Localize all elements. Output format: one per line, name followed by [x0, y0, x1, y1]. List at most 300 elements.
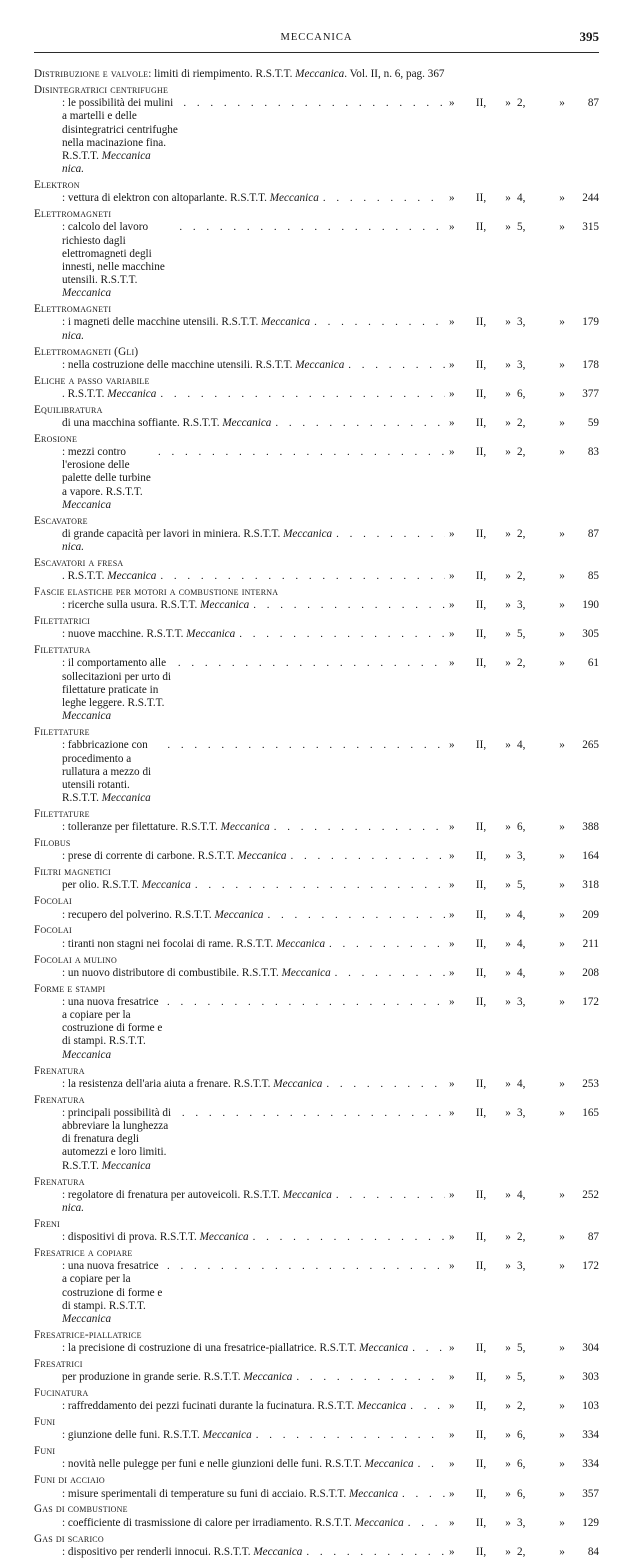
ditto-mark: » [505, 657, 511, 670]
ditto-mark: » [505, 879, 511, 892]
ditto-mark: » [559, 850, 565, 863]
index-entry [34, 983, 599, 1062]
issue-number: 4, [517, 1077, 526, 1090]
ditto-mark: » [505, 966, 511, 979]
reference-line [62, 1400, 599, 1413]
ditto-mark: » [505, 1260, 511, 1273]
journal-name: Meccanica [101, 1159, 151, 1172]
issue-number: 5, [517, 1371, 526, 1384]
dot-leader [256, 1429, 445, 1442]
entry-text: : tiranti non stagni nei focolai di rame. R.S.T.T. [62, 937, 274, 950]
reference-line [62, 97, 599, 176]
entry-term: Elektron [34, 179, 80, 191]
volume-number: II, [475, 316, 487, 329]
entry-text: : prese di corrente di carbone. R.S.T.T. [62, 850, 235, 863]
entry-citation [449, 1400, 599, 1413]
journal-name: Meccanica [281, 966, 331, 979]
ditto-mark: » [449, 527, 455, 540]
entry-citation [449, 938, 599, 951]
journal-name-continued: nica. [62, 163, 85, 176]
reference-text [62, 570, 156, 583]
ditto-mark: » [505, 358, 511, 371]
reference-line [62, 446, 599, 512]
index-entry [34, 866, 599, 892]
reference-text [62, 628, 235, 641]
entry-term: Erosione [34, 432, 78, 445]
volume-number: II, [475, 1260, 487, 1273]
journal-name: Meccanica [62, 710, 112, 723]
ditto-mark: » [559, 1429, 565, 1442]
journal-name: Meccanica [354, 1516, 404, 1529]
entry-term: Gas di scarico [34, 1532, 104, 1545]
ditto-mark: » [449, 1400, 455, 1413]
ditto-mark: » [505, 599, 511, 612]
ditto-mark: » [505, 445, 511, 458]
issue-number: 2, [517, 445, 526, 458]
entry-text: per olio. R.S.T.T. [62, 879, 139, 892]
ditto-mark: » [505, 570, 511, 583]
page-reference: 85 [587, 570, 599, 583]
entry-citation [449, 570, 599, 583]
dot-leader [326, 1078, 445, 1091]
index-entry [34, 1358, 599, 1384]
dot-leader [179, 221, 445, 234]
issue-number: 2, [517, 1545, 526, 1558]
ditto-mark: » [449, 937, 455, 950]
page-reference: 208 [582, 966, 599, 979]
ditto-mark: » [449, 97, 455, 110]
issue-number: 3, [517, 1106, 526, 1119]
entry-text: : ricerche sulla usura. R.S.T.T. [62, 599, 198, 612]
ditto-mark: » [505, 1231, 511, 1244]
volume-number: II, [475, 1429, 487, 1442]
entry-citation [449, 628, 599, 641]
reference-text [62, 909, 264, 922]
ditto-mark: » [449, 1487, 455, 1500]
entry-citation [449, 1078, 599, 1091]
ditto-mark: » [449, 850, 455, 863]
ditto-mark: » [559, 821, 565, 834]
ditto-mark: » [505, 192, 511, 205]
reference-text [62, 739, 163, 805]
issue-number: 2, [517, 1231, 526, 1244]
volume-number: II, [475, 628, 487, 641]
dot-leader [167, 739, 445, 752]
volume-number: II, [475, 657, 487, 670]
volume-number: II, [475, 850, 487, 863]
entry-citation [449, 996, 599, 1009]
page-reference: 304 [582, 1342, 599, 1355]
entry-term: Funi [34, 1445, 56, 1458]
entry-text: di una macchina soffiante. R.S.T.T. [62, 416, 220, 429]
index-entry [34, 1247, 599, 1326]
entry-text: : un nuovo distributore di combustibile. R.S.T.T. [62, 966, 279, 979]
dot-leader [275, 417, 445, 430]
dot-leader [274, 821, 445, 834]
reference-text [62, 192, 319, 205]
ditto-mark: » [449, 1371, 455, 1384]
entry-citation [449, 1488, 599, 1501]
issue-number: 4, [517, 937, 526, 950]
reference-line [62, 657, 599, 723]
ditto-mark: » [505, 221, 511, 234]
reference-line [62, 1488, 599, 1501]
volume-number: II, [475, 1400, 487, 1413]
page-reference: 190 [582, 599, 599, 612]
journal-name: Meccanica [199, 1231, 249, 1244]
entry-text: . R.S.T.T. [62, 387, 105, 400]
ditto-mark: » [505, 387, 511, 400]
dot-leader [408, 1517, 445, 1530]
entry-term: Escavatore [34, 514, 88, 527]
entry-text: : la resistenza dell'aria aiuta a frenare. R.S.T.T. [62, 1077, 271, 1090]
page-reference: 87 [587, 527, 599, 540]
entry-term: Filtri magnetici [34, 866, 111, 879]
ditto-mark: » [505, 937, 511, 950]
entry-text: : le possibilità dei mulini a martelli e delle disintegratrici centrifughe nella macinazione fina. R.S.T.T. [62, 97, 178, 162]
entry-term: Funi [34, 1416, 56, 1429]
running-header [34, 28, 599, 48]
entry-term: Elettromagneti [34, 303, 112, 316]
reference-line [62, 821, 599, 834]
ditto-mark: » [505, 1487, 511, 1500]
index-entry [34, 1218, 599, 1244]
issue-number: 6, [517, 1487, 526, 1500]
dot-leader [158, 446, 445, 459]
ditto-mark: » [449, 821, 455, 834]
entry-text: di grande capacità per lavori in miniera. R.S.T.T. [62, 527, 281, 540]
issue-number: 6, [517, 1429, 526, 1442]
entry-citation [449, 446, 599, 459]
ditto-mark: » [449, 358, 455, 371]
volume-number: II, [475, 1342, 487, 1355]
issue-number: 2, [517, 527, 526, 540]
issue-number: 3, [517, 599, 526, 612]
entry-text: : novità nelle pulegge per funi e nelle giunzioni delle funi. R.S.T.T. [62, 1458, 362, 1471]
issue-number: 4, [517, 966, 526, 979]
ditto-mark: » [449, 416, 455, 429]
entry-term: Distribuzione e valvole [34, 68, 149, 80]
reference-line [62, 599, 599, 612]
entry-text: : i magneti delle macchine utensili. R.S.T.T. [62, 316, 259, 329]
reference-text [62, 967, 331, 980]
reference-text [62, 1400, 406, 1413]
journal-name: Meccanica [269, 192, 319, 205]
entry-text: : tolleranze per filettature. R.S.T.T. [62, 821, 218, 834]
reference-line [62, 192, 599, 205]
ditto-mark: » [505, 628, 511, 641]
reference-text [62, 1429, 252, 1442]
dot-leader [335, 967, 445, 980]
issue-number: 6, [517, 387, 526, 400]
journal-name: Meccanica [62, 498, 112, 511]
page-reference: 172 [582, 995, 599, 1008]
index-entry [34, 837, 599, 863]
ditto-mark: » [559, 628, 565, 641]
dot-leader [410, 1400, 445, 1413]
journal-name: Meccanica [295, 68, 345, 80]
volume-number: II, [475, 527, 487, 540]
journal-name: Meccanica [348, 1487, 399, 1500]
ditto-mark: » [505, 1188, 511, 1201]
ditto-mark: » [559, 1545, 565, 1558]
entry-term: Elettromagneti [34, 208, 112, 221]
entry-term: Equilibratura [34, 403, 103, 416]
reference-line [62, 967, 599, 980]
issue-number: 6, [517, 821, 526, 834]
volume-number: II, [475, 1371, 487, 1384]
entry-text: : recupero del polverino. R.S.T.T. [62, 908, 212, 921]
entry-citation [449, 1517, 599, 1530]
entry-text: : una nuova fresatrice a copiare per la costruzione di forme e di stampi. R.S.T.T. [62, 1260, 163, 1312]
page-reference: 103 [582, 1400, 599, 1413]
index-entry [34, 1329, 599, 1355]
index-entry [34, 1416, 599, 1442]
index-entry [34, 644, 599, 723]
page-reference: 164 [582, 850, 599, 863]
volume-number: II, [475, 445, 487, 458]
index-entry [34, 404, 599, 430]
reference-text [62, 316, 310, 342]
ditto-mark: » [559, 1400, 565, 1413]
entry-citation [449, 316, 599, 329]
journal-name: Meccanica [364, 1458, 414, 1471]
reference-line [62, 359, 599, 372]
ditto-mark: » [559, 416, 565, 429]
issue-number: 3, [517, 358, 526, 371]
dot-leader [268, 909, 445, 922]
dot-leader [323, 192, 445, 205]
journal-name: Meccanica [359, 1342, 409, 1355]
reference-line [62, 221, 599, 300]
index-entry-list [34, 68, 599, 1562]
dot-leader [167, 1260, 445, 1273]
dot-leader [348, 359, 445, 372]
journal-name: Meccanica [101, 149, 151, 162]
entry-citation [449, 1189, 599, 1202]
journal-name-continued: nica. [62, 1201, 85, 1214]
journal-name: Meccanica [275, 937, 326, 950]
entry-text: : la precisione di costruzione di una fresatrice-piallatrice. R.S.T.T. [62, 1342, 357, 1355]
page-reference: 388 [582, 821, 599, 834]
dot-leader [253, 1231, 445, 1244]
entry-text: : fabbricazione con procedimento a rullatura a mezzo di utensili rotanti. R.S.T.T. [62, 739, 152, 805]
reference-text [62, 1458, 414, 1471]
dot-leader [329, 938, 445, 951]
page-reference: 87 [587, 97, 599, 110]
page-reference: 377 [582, 387, 599, 400]
volume-number: II, [475, 1516, 487, 1529]
ditto-mark: » [449, 192, 455, 205]
volume-number: II, [475, 1458, 487, 1471]
index-entry [34, 726, 599, 805]
ditto-mark: » [505, 739, 511, 752]
page-reference: 305 [582, 628, 599, 641]
journal-name: Meccanica [273, 1077, 323, 1090]
entry-term: Frenatura [34, 1093, 85, 1106]
issue-number: 6, [517, 1458, 526, 1471]
volume-number: II, [475, 221, 487, 234]
entry-citation [449, 879, 599, 892]
reference-text [62, 359, 344, 372]
ditto-mark: » [505, 416, 511, 429]
dot-leader [418, 1458, 445, 1471]
dot-leader [402, 1488, 445, 1501]
issue-number: 5, [517, 628, 526, 641]
journal-name: Meccanica [214, 908, 264, 921]
ditto-mark: » [559, 1371, 565, 1384]
reference-text [62, 1488, 398, 1501]
dot-leader [167, 996, 445, 1009]
page-reference: 334 [582, 1429, 599, 1442]
reference-line [62, 1231, 599, 1244]
ditto-mark: » [559, 316, 565, 329]
volume-number: II, [475, 879, 487, 892]
index-entry [34, 179, 599, 205]
ditto-mark: » [449, 879, 455, 892]
reference-text [62, 657, 174, 723]
entry-term: Escavatori a fresa [34, 556, 124, 569]
dot-leader [253, 599, 445, 612]
journal-name: Meccanica [357, 1400, 407, 1413]
index-entry [34, 375, 599, 401]
entry-citation [449, 1458, 599, 1471]
ditto-mark: » [559, 1342, 565, 1355]
entry-citation [449, 221, 599, 234]
entry-term: Funi di acciaio [34, 1474, 105, 1487]
ditto-mark: » [559, 527, 565, 540]
reference-text [62, 599, 249, 612]
entry-citation [449, 1546, 599, 1559]
journal-name: Meccanica [186, 628, 236, 641]
page-reference: 357 [582, 1487, 599, 1500]
entry-text: : nuove macchine. R.S.T.T. [62, 628, 184, 641]
ditto-mark: » [505, 821, 511, 834]
index-entry [34, 433, 599, 512]
entry-term: Filettature [34, 726, 90, 739]
journal-name: Meccanica [200, 599, 250, 612]
index-entry [34, 346, 599, 372]
ditto-mark: » [505, 1342, 511, 1355]
issue-number: 3, [517, 850, 526, 863]
ditto-mark: » [449, 1106, 455, 1119]
entry-citation [449, 1107, 599, 1120]
ditto-mark: » [505, 1400, 511, 1413]
reference-text [62, 388, 156, 401]
ditto-mark: » [559, 97, 565, 110]
entry-term: Forme e stampi [34, 982, 106, 995]
ditto-mark: » [449, 599, 455, 612]
index-entry [34, 1387, 599, 1413]
reference-text [62, 1107, 178, 1173]
entry-citation [449, 1371, 599, 1384]
ditto-mark: » [559, 937, 565, 950]
entry-term: Filettatura [34, 644, 91, 657]
entry-citation [449, 417, 599, 430]
ditto-mark: » [449, 628, 455, 641]
index-entry [34, 303, 599, 343]
issue-number: 2, [517, 1400, 526, 1413]
ditto-mark: » [559, 358, 565, 371]
page-reference: 61 [587, 657, 599, 670]
entry-citation [449, 359, 599, 372]
volume-number: II, [475, 1077, 487, 1090]
ditto-mark: » [559, 1458, 565, 1471]
ditto-mark: » [449, 908, 455, 921]
journal-name: Meccanica [107, 387, 157, 400]
volume-number: II, [475, 1545, 487, 1558]
entry-citation [449, 1342, 599, 1355]
reference-text [62, 446, 154, 512]
dot-leader [239, 628, 445, 641]
journal-name: Meccanica [141, 879, 191, 892]
ditto-mark: » [559, 599, 565, 612]
reference-line [62, 1371, 599, 1384]
entry-term: Gas di combustione [34, 1503, 128, 1516]
ditto-mark: » [449, 1077, 455, 1090]
journal-name: Meccanica [220, 821, 270, 834]
ditto-mark: » [449, 1516, 455, 1529]
entry-term: Filobus [34, 837, 71, 850]
index-entry [34, 808, 599, 834]
entry-term: Elettromagneti (Gli) [34, 345, 139, 358]
dot-leader [291, 850, 446, 863]
reference-text [62, 1371, 292, 1384]
journal-name: Meccanica [101, 792, 151, 805]
ditto-mark: » [559, 1231, 565, 1244]
page-reference: 334 [582, 1458, 599, 1471]
entry-term: Fresatrici [34, 1357, 83, 1370]
reference-text [62, 1517, 404, 1530]
entry-term: Frenatura [34, 1064, 85, 1077]
reference-text [62, 850, 287, 863]
page-reference: 179 [582, 316, 599, 329]
reference-text [62, 1078, 322, 1091]
reference-line [62, 570, 599, 583]
ditto-mark: » [505, 908, 511, 921]
dot-leader [412, 1342, 445, 1355]
ditto-mark: » [505, 1077, 511, 1090]
index-entry [34, 515, 599, 555]
entry-citation [449, 967, 599, 980]
page-number: 395 [579, 29, 599, 44]
entry-text: : coefficiente di trasmissione di calore per irradiamento. R.S.T.T. [62, 1516, 352, 1529]
index-entry [34, 1065, 599, 1091]
entry-term: Focolai [34, 895, 72, 908]
entry-citation [449, 192, 599, 205]
volume-number: II, [475, 1106, 487, 1119]
reference-line [62, 528, 599, 554]
reference-text [62, 1546, 302, 1559]
journal-name: Meccanica [261, 316, 311, 329]
entry-term: Focolai [34, 924, 72, 937]
ditto-mark: » [505, 1429, 511, 1442]
entry-text: : limiti di riempimento. R.S.T.T. [148, 68, 293, 80]
page-reference: 318 [582, 879, 599, 892]
ditto-mark: » [559, 739, 565, 752]
issue-number: 5, [517, 879, 526, 892]
ditto-mark: » [559, 966, 565, 979]
volume-number: II, [475, 599, 487, 612]
volume-number: II, [475, 192, 487, 205]
reference-line [62, 628, 599, 641]
reference-line [62, 316, 599, 342]
reference-line [62, 417, 599, 430]
ditto-mark: » [505, 1516, 511, 1529]
page-reference: 59 [587, 416, 599, 429]
reference-line [62, 388, 599, 401]
volume-number: II, [475, 1188, 487, 1201]
